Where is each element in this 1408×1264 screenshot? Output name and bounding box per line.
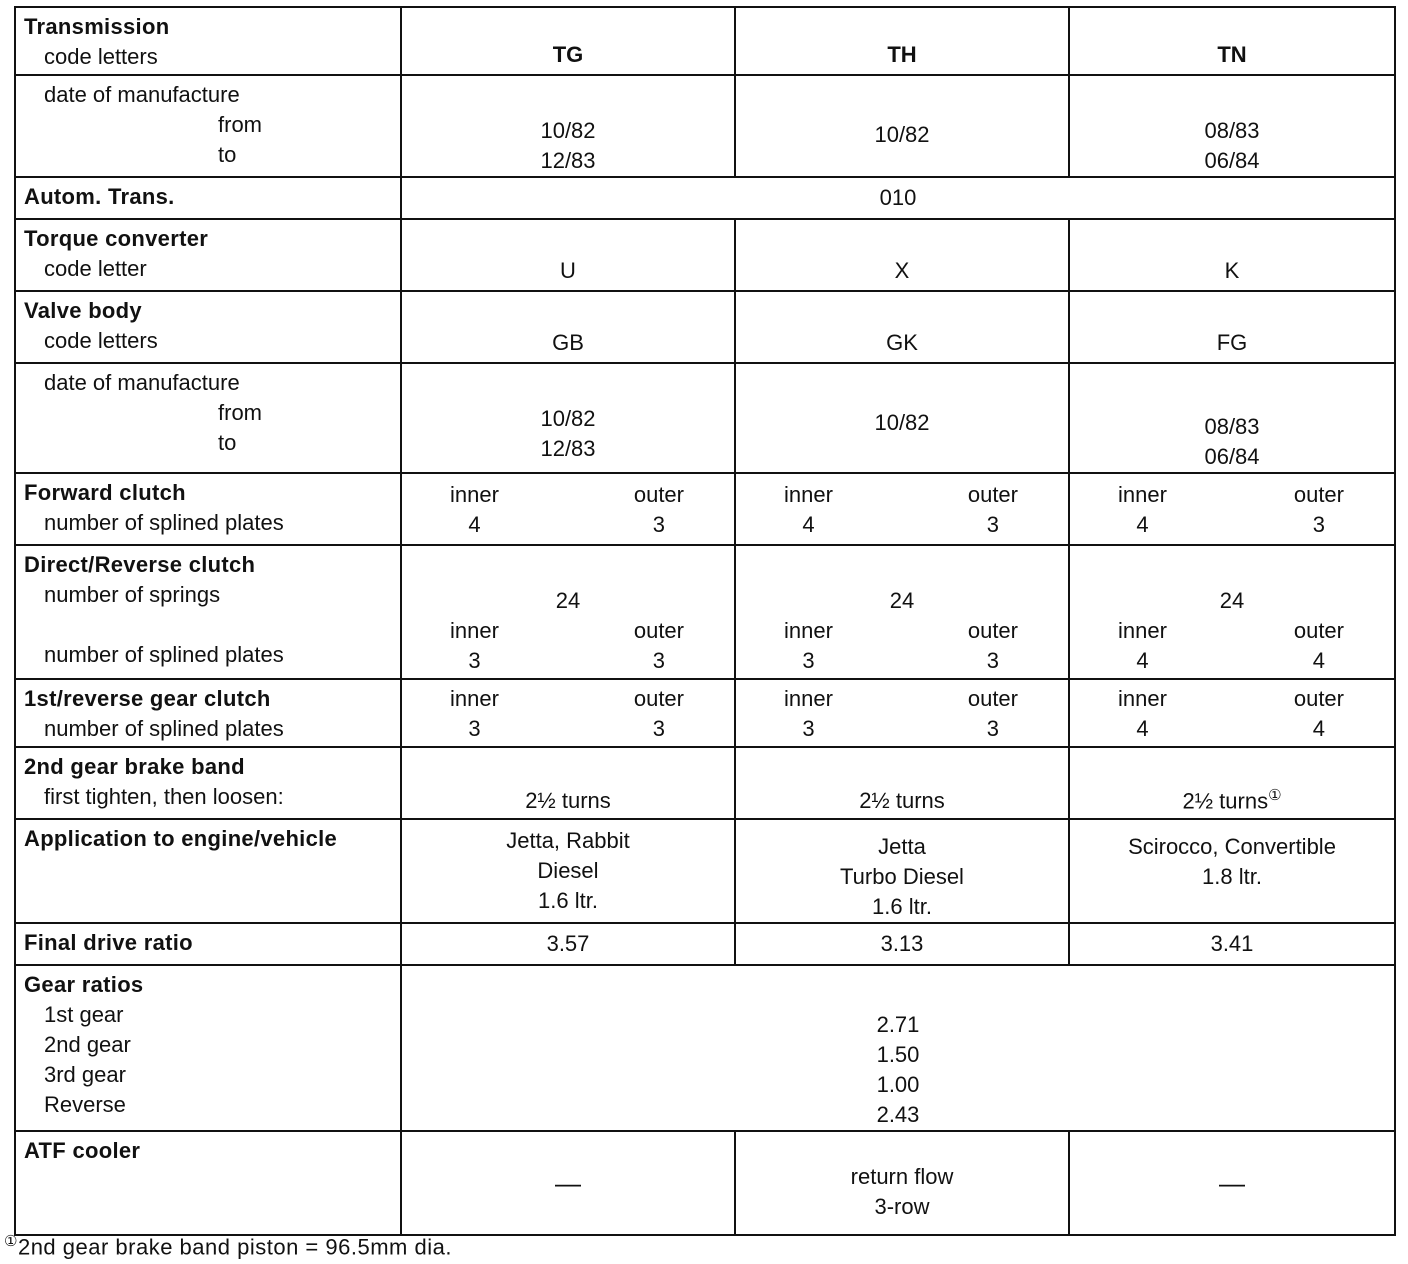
direct-reverse-title: Direct/Reverse clutch	[24, 552, 256, 577]
label-final-drive	[15, 923, 401, 965]
to-label: to	[218, 142, 237, 167]
outer-label: outer	[633, 686, 684, 711]
row-brake-band	[15, 747, 1395, 819]
brake-tn	[1069, 747, 1395, 819]
inner-label: inner	[450, 482, 499, 507]
row-atf-cooler	[15, 1131, 1395, 1235]
brake-band-sub: first tighten, then loosen:	[44, 784, 284, 809]
label-autom-trans	[15, 177, 401, 219]
label-torque-converter	[15, 219, 401, 291]
inner-label: inner	[1118, 686, 1167, 711]
label-brake-band	[15, 747, 401, 819]
forward-th-inner: 4	[802, 512, 815, 537]
forward-tg	[401, 473, 735, 545]
atf-tg	[401, 1131, 735, 1235]
first-th-outer: 3	[986, 716, 1000, 741]
row-valve-body	[15, 291, 1395, 363]
direct-tn-inner: 4	[1136, 648, 1149, 673]
valve-tn-to: 06/84	[1204, 444, 1260, 469]
direct-tg-inner: 3	[468, 648, 481, 673]
inner-label: inner	[450, 618, 499, 643]
code-th: TH	[735, 7, 1069, 75]
label-date-of-manufacture	[15, 75, 401, 177]
outer-label: outer	[1293, 618, 1344, 643]
tn-date	[1069, 75, 1395, 177]
row-final-drive	[15, 923, 1395, 965]
final-th: 3.13	[735, 923, 1069, 965]
transmission-title: Transmission	[24, 14, 170, 39]
row-application	[15, 819, 1395, 923]
direct-tg-springs: 24	[555, 588, 581, 613]
brake-th: 2½ turns	[735, 747, 1069, 819]
label-gear-ratios	[15, 965, 401, 1131]
first-th-inner: 3	[802, 716, 815, 741]
direct-th-inner: 3	[802, 648, 815, 673]
row-transmission-code	[15, 7, 1395, 75]
label-direct-reverse	[15, 545, 401, 679]
valve-tn: FG	[1069, 291, 1395, 363]
outer-label: outer	[633, 618, 684, 643]
final-tn: 3.41	[1069, 923, 1395, 965]
label-application	[15, 819, 401, 923]
label-valve-body	[15, 291, 401, 363]
valve-body-sub: code letters	[44, 328, 158, 353]
inner-label: inner	[784, 686, 833, 711]
direct-tn-springs: 24	[1219, 588, 1245, 613]
forward-tn-inner: 4	[1136, 512, 1149, 537]
th-date-from: 10/82	[874, 122, 930, 147]
row-torque-converter	[15, 219, 1395, 291]
gear-1st-label: 1st gear	[44, 1002, 124, 1027]
app-th-line3: 1.6 ltr.	[872, 894, 932, 919]
application-th	[735, 819, 1069, 923]
row-forward-clutch	[15, 473, 1395, 545]
final-drive-title: Final drive ratio	[24, 930, 193, 955]
valve-from-label: from	[218, 400, 262, 425]
forward-clutch-sub: number of splined plates	[44, 510, 284, 535]
row-direct-reverse-clutch	[15, 545, 1395, 679]
label-transmission	[15, 7, 401, 75]
gear-1st-value: 2.71	[876, 1012, 920, 1037]
gear-ratios-values	[401, 965, 1395, 1131]
outer-label: outer	[633, 482, 684, 507]
tn-date-from: 08/83	[1204, 118, 1260, 143]
direct-th-springs: 24	[889, 588, 915, 613]
atf-cooler-title: ATF cooler	[24, 1138, 141, 1163]
footnote-mark: ①	[4, 1233, 18, 1250]
row-date-of-manufacture	[15, 75, 1395, 177]
application-tn	[1069, 819, 1395, 923]
label-atf-cooler	[15, 1131, 401, 1235]
autom-trans-title: Autom. Trans.	[24, 184, 175, 209]
atf-tn	[1069, 1131, 1395, 1235]
code-tn: TN	[1069, 7, 1395, 75]
outer-label: outer	[1293, 686, 1344, 711]
outer-label: outer	[967, 482, 1018, 507]
plates-label: number of splined plates	[44, 642, 284, 667]
torque-tg: U	[401, 219, 735, 291]
forward-clutch-title: Forward clutch	[24, 480, 186, 505]
app-th-line2: Turbo Diesel	[840, 864, 964, 889]
first-tg	[401, 679, 735, 747]
forward-tn	[1069, 473, 1395, 545]
forward-th-outer: 3	[986, 512, 1000, 537]
valve-body-title: Valve body	[24, 298, 142, 323]
gear-ratios-title: Gear ratios	[24, 972, 144, 997]
atf-tn-dash: —	[1219, 1168, 1245, 1198]
inner-label: inner	[450, 686, 499, 711]
app-tg-line1: Jetta, Rabbit	[506, 828, 630, 853]
direct-tn-outer: 4	[1312, 648, 1326, 673]
first-reverse-title: 1st/reverse gear clutch	[24, 686, 271, 711]
tg-date-to: 12/83	[540, 148, 596, 173]
app-tg-line2: Diesel	[537, 858, 599, 883]
direct-tn	[1069, 545, 1395, 679]
brake-band-title: 2nd gear brake band	[24, 754, 245, 779]
direct-th-outer: 3	[986, 648, 1000, 673]
gear-3rd-label: 3rd gear	[44, 1062, 126, 1087]
valve-tg-from: 10/82	[540, 406, 596, 431]
valve-tg: GB	[401, 291, 735, 363]
app-tg-line3: 1.6 ltr.	[538, 888, 598, 913]
brake-tg: 2½ turns	[401, 747, 735, 819]
outer-label: outer	[1293, 482, 1344, 507]
code-letters-label: code letters	[44, 44, 158, 69]
tg-date-from: 10/82	[540, 118, 596, 143]
valve-date-label: date of manufacture	[44, 370, 240, 395]
atf-tg-dash: —	[555, 1168, 581, 1198]
brake-tn-value: 2½ turns	[1182, 788, 1269, 813]
application-tg	[401, 819, 735, 923]
forward-tn-outer: 3	[1312, 512, 1326, 537]
first-th	[735, 679, 1069, 747]
footnote	[4, 1232, 452, 1260]
code-tg: TG	[401, 7, 735, 75]
inner-label: inner	[784, 618, 833, 643]
valve-tn-date	[1069, 363, 1395, 473]
row-gear-ratios	[15, 965, 1395, 1131]
gear-reverse-label: Reverse	[44, 1092, 126, 1117]
tn-date-to: 06/84	[1204, 148, 1260, 173]
first-tn-outer: 4	[1312, 716, 1326, 741]
row-autom-trans	[15, 177, 1395, 219]
valve-th-date	[735, 363, 1069, 473]
first-tn-inner: 4	[1136, 716, 1149, 741]
springs-label: number of springs	[44, 582, 221, 607]
inner-label: inner	[1118, 482, 1167, 507]
valve-tn-from: 08/83	[1204, 414, 1260, 439]
tg-date	[401, 75, 735, 177]
outer-label: outer	[967, 618, 1018, 643]
valve-th: GK	[735, 291, 1069, 363]
inner-label: inner	[784, 482, 833, 507]
atf-th-line2: 3-row	[874, 1194, 930, 1219]
direct-th	[735, 545, 1069, 679]
first-tg-inner: 3	[468, 716, 481, 741]
date-label: date of manufacture	[44, 82, 240, 107]
footnote-text: 2nd gear brake band piston = 96.5mm dia.	[17, 1234, 452, 1260]
forward-th	[735, 473, 1069, 545]
app-tn-line1: Scirocco, Convertible	[1128, 834, 1336, 859]
forward-tg-inner: 4	[468, 512, 481, 537]
gear-2nd-value: 1.50	[876, 1042, 920, 1067]
torque-tn: K	[1069, 219, 1395, 291]
gear-reverse-value: 2.43	[876, 1102, 920, 1127]
row-first-reverse-clutch	[15, 679, 1395, 747]
final-tg: 3.57	[401, 923, 735, 965]
label-valve-date	[15, 363, 401, 473]
autom-trans-value: 010	[401, 177, 1395, 219]
gear-3rd-value: 1.00	[876, 1072, 920, 1097]
from-label: from	[218, 112, 262, 137]
application-title: Application to engine/vehicle	[24, 826, 338, 851]
torque-converter-sub: code letter	[44, 256, 147, 281]
outer-label: outer	[967, 686, 1018, 711]
label-first-reverse	[15, 679, 401, 747]
footnote-marker: ①	[1268, 786, 1282, 804]
torque-th: X	[735, 219, 1069, 291]
valve-tg-to: 12/83	[540, 436, 596, 461]
direct-tg	[401, 545, 735, 679]
atf-th	[735, 1131, 1069, 1235]
forward-tg-outer: 3	[652, 512, 666, 537]
inner-label: inner	[1118, 618, 1167, 643]
label-forward-clutch	[15, 473, 401, 545]
atf-th-line1: return flow	[850, 1164, 954, 1189]
row-valve-date	[15, 363, 1395, 473]
th-date	[735, 75, 1069, 177]
gear-2nd-label: 2nd gear	[44, 1032, 131, 1057]
first-tg-outer: 3	[652, 716, 666, 741]
first-reverse-sub: number of splined plates	[44, 716, 284, 741]
valve-tg-date	[401, 363, 735, 473]
valve-th-from: 10/82	[874, 410, 930, 435]
first-tn	[1069, 679, 1395, 747]
direct-tg-outer: 3	[652, 648, 666, 673]
app-th-line1: Jetta	[878, 834, 926, 859]
torque-converter-title: Torque converter	[24, 226, 209, 251]
spec-table	[14, 6, 1396, 1236]
app-tn-line2: 1.8 ltr.	[1202, 864, 1262, 889]
valve-to-label: to	[218, 430, 237, 455]
